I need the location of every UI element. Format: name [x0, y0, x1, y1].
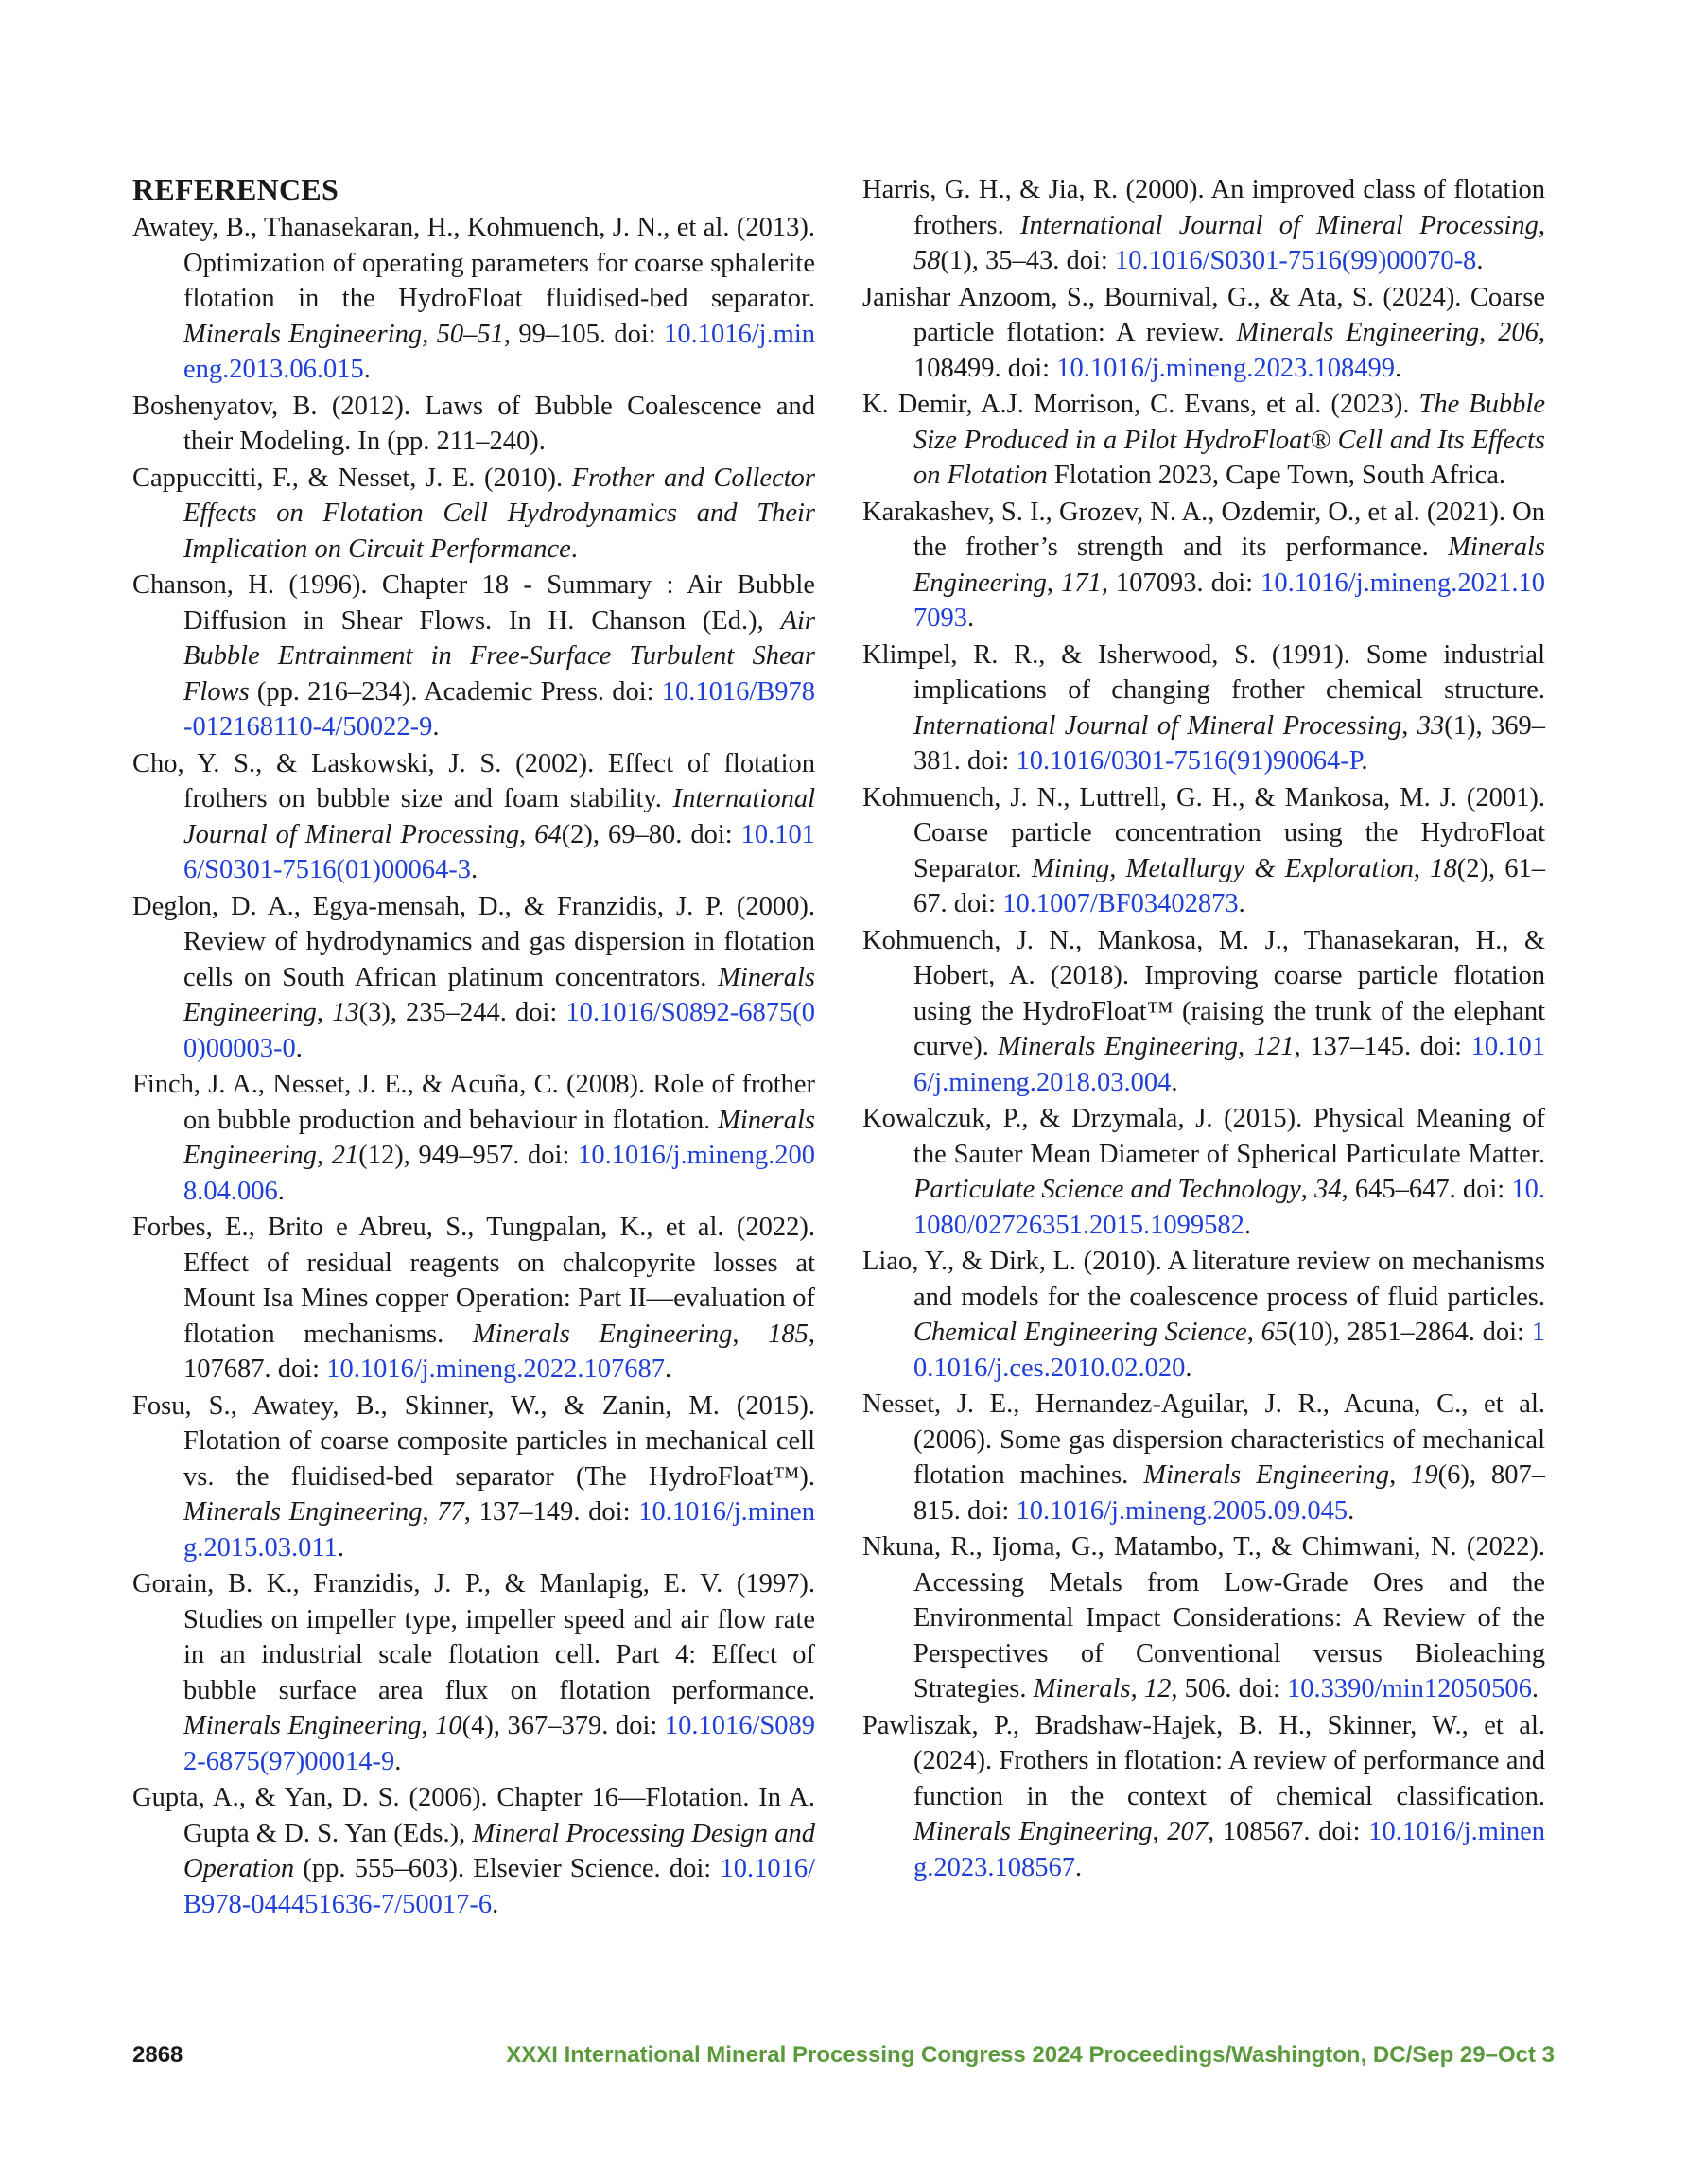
doi-link[interactable]: 10.1016/S0301-7516(01)00064-3 — [183, 819, 815, 884]
reference-text: . — [1348, 1495, 1355, 1526]
reference-text: . — [1238, 889, 1245, 918]
reference-text: , — [1389, 1460, 1412, 1490]
reference-text: , 137–149. doi: — [463, 1497, 639, 1527]
reference-source-title: Mineral Processing Design and Operation — [183, 1818, 815, 1883]
reference-text: , 108499. doi: — [913, 318, 1546, 383]
reference-source-title: Minerals Engineering — [183, 319, 423, 349]
reference-text: , — [1401, 710, 1417, 741]
doi-link[interactable]: 10.1016/j.mineng.2008.04.006 — [183, 1141, 816, 1206]
reference-text: (2), 69–80. doi: — [561, 819, 741, 849]
reference-text: (6), 807–815. doi: — [913, 1460, 1546, 1526]
reference-text: , — [421, 1711, 436, 1740]
reference-text: . — [1476, 246, 1484, 275]
reference-text: Kohmuench, J. N., Mankosa, M. J., Thanasekaran, H., & Hobert, A. (2018). Improving coarse particle flotation using the HydroFloat™ (raising the trunk of the elephant curve). — [862, 925, 1545, 1061]
reference-text: K. Demir, A.J. Morrison, C. Evans, et al. (2023). — [862, 390, 1419, 419]
reference-text: . — [394, 1746, 402, 1776]
reference-text: , — [316, 1141, 332, 1170]
reference-entry — [132, 1210, 815, 1388]
reference-source-title: Chemical Engineering Science — [913, 1318, 1247, 1347]
conference-name: XXXI International Mineral Processing Congress 2024 Proceedings/Washington, DC/Sep 29–Oct 3 — [506, 2042, 1555, 2068]
reference-text: Nesset, J. E., Hernandez-Aguilar, J. R., Acuna, C., et al. (2006). Some gas dispersion characteristics of mechanical flotation machines. — [862, 1389, 1545, 1490]
references-heading: REFERENCES — [132, 172, 339, 206]
reference-text: . — [1531, 1674, 1539, 1704]
reference-text: Fosu, S., Awatey, B., Skinner, W., & Zanin, M. (2015). Flotation of coarse composite particles in mechanical cell vs. the fluidised-bed separator (The HydroFloat™). — [132, 1390, 815, 1492]
reference-text: , — [1046, 568, 1062, 598]
reference-text: Klimpel, R. R., & Isherwood, S. (1991). Some industrial implications of changing frother chemical structure. — [862, 639, 1545, 705]
reference-entry — [862, 780, 1545, 922]
reference-source-title: Minerals Engineering — [472, 1319, 733, 1349]
doi-link[interactable]: 10.1016/B978-012168110-4/50022-9 — [183, 676, 815, 742]
reference-text: , — [1237, 1032, 1254, 1061]
reference-volume: 12 — [1143, 1674, 1172, 1704]
doi-link[interactable]: 10.1016/j.mineng.2015.03.011 — [183, 1497, 816, 1563]
reference-text: , 645–647. doi: — [1341, 1175, 1512, 1204]
reference-text: Deglon, D. A., Egya-mensah, D., & Franzidis, J. P. (2000). Review of hydrodynamics and gas dispersion in flotation cells on South African platinum concentrators. — [132, 891, 815, 992]
reference-volume: 207 — [1167, 1817, 1209, 1846]
doi-link[interactable]: 10.1080/02726351.2015.1099582 — [913, 1175, 1545, 1240]
reference-text: (pp. 555–603). Elsevier Science. doi: — [294, 1854, 721, 1883]
reference-entry — [862, 1708, 1545, 1886]
reference-text: , 137–145. doi: — [1294, 1032, 1471, 1061]
right-reference-list — [862, 172, 1545, 1885]
reference-text: . — [363, 355, 371, 384]
reference-entry — [132, 210, 815, 388]
reference-text: Forbes, E., Brito e Abreu, S., Tungpalan, K., et al. (2022). Effect of residual reagents on chalcopyrite losses at Mount Isa Mines copper Operation: Part II—evaluation of flotation mechanisms. — [132, 1213, 815, 1349]
reference-text: . — [1075, 1852, 1083, 1882]
reference-volume: 64 — [534, 819, 562, 849]
doi-link[interactable]: 10.1007/BF03402873 — [1002, 889, 1239, 918]
reference-volume: 19 — [1411, 1460, 1438, 1490]
reference-source-title: International Journal of Mineral Processing — [1020, 210, 1539, 240]
reference-volume: 77 — [437, 1497, 464, 1527]
doi-link[interactable]: 10.1016/j.mineng.2018.03.004 — [913, 1032, 1546, 1097]
reference-source-title: Minerals Engineering — [183, 962, 815, 1027]
reference-text: Kowalczuk, P., & Drzymala, J. (2015). Physical Meaning of the Sauter Mean Diameter of Spherical Particulate Matter. — [862, 1104, 1545, 1169]
reference-volume: 18 — [1430, 853, 1457, 883]
reference-text: . — [1185, 1353, 1192, 1383]
reference-entry — [862, 1529, 1545, 1707]
reference-text: , 107687. doi: — [183, 1319, 815, 1384]
reference-entry — [862, 172, 1545, 279]
reference-text: Harris, G. H., & Jia, R. (2000). An improved class of flotation frothers. — [862, 175, 1545, 240]
reference-text: , — [1152, 1817, 1168, 1846]
reference-text: , — [1413, 853, 1431, 883]
reference-text: Finch, J. A., Nesset, J. E., & Acuña, C. (2008). Role of frother on bubble production and behaviour in flotation. — [132, 1070, 815, 1135]
reference-text: (pp. 216–234). Academic Press. doi: — [249, 676, 662, 707]
reference-volume: 13 — [332, 998, 359, 1027]
doi-link[interactable]: 10.1016/j.mineng.2023.108499 — [1056, 353, 1396, 383]
reference-source-title: Particulate Science and Technology — [913, 1175, 1301, 1204]
reference-text: , 108567. doi: — [1208, 1817, 1369, 1846]
reference-entry — [132, 1566, 815, 1779]
right-column — [862, 172, 1545, 1886]
reference-text: . — [1395, 353, 1402, 383]
reference-volume: 65 — [1261, 1318, 1289, 1347]
reference-text: Karakashev, S. I., Grozev, N. A., Ozdemir, O., et al. (2021). On the frother’s strength and its performance. — [862, 497, 1545, 562]
reference-text: , — [519, 819, 535, 849]
reference-text: Pawliszak, P., Bradshaw-Hajek, B. H., Skinner, W., et al. (2024). Frothers in flotation: A review of performance and function in the context of chemical classification. — [862, 1710, 1545, 1811]
doi-link[interactable]: 10.1016/0301-7516(91)90064-P — [1016, 746, 1362, 776]
reference-text: (1), 35–43. doi: — [940, 246, 1115, 275]
reference-text: (1), 369–381. doi: — [913, 710, 1545, 776]
reference-volume: 21 — [331, 1141, 359, 1170]
reference-text: . — [277, 1176, 285, 1206]
reference-text: Flotation 2023, Cape Town, South Africa. — [1047, 461, 1506, 490]
reference-entry — [132, 1067, 815, 1209]
reference-entry — [132, 389, 815, 460]
left-column — [132, 170, 815, 1923]
left-reference-list — [132, 210, 815, 1922]
reference-entry — [132, 568, 815, 745]
reference-source-title: Minerals — [1033, 1674, 1131, 1704]
reference-text: . — [1361, 746, 1368, 776]
doi-link[interactable]: 10.1016/S0892-6875(97)00014-9 — [183, 1711, 816, 1776]
reference-source-title: Minerals Engineering — [183, 1497, 423, 1527]
reference-text: . — [570, 533, 578, 564]
reference-entry — [132, 1780, 815, 1922]
reference-text: , — [422, 1497, 438, 1527]
reference-text: , — [1130, 1674, 1144, 1704]
doi-link[interactable]: 10.1016/S0301-7516(99)00070-8 — [1114, 246, 1477, 275]
reference-text: . — [295, 1033, 303, 1063]
doi-link[interactable]: 10.1016/B978-044451636-7/50017-6 — [183, 1854, 815, 1919]
doi-link[interactable]: 10.1016/j.mineng.2005.09.045 — [1016, 1495, 1348, 1526]
reference-source-title: Mining, Metallurgy & Exploration — [1031, 853, 1414, 883]
reference-volume: 121 — [1253, 1032, 1295, 1061]
reference-text: . — [470, 855, 478, 884]
reference-entry — [862, 1244, 1545, 1386]
reference-text: (12), 949–957. doi: — [358, 1141, 579, 1170]
reference-text: (10), 2851–2864. doi: — [1288, 1318, 1532, 1347]
doi-link[interactable]: 10.1016/j.mineng.2013.06.015 — [183, 319, 815, 384]
reference-text: . — [1171, 1067, 1178, 1097]
reference-text: Boshenyatov, B. (2012). Laws of Bubble Coalescence and their Modeling. In (pp. 211–240). — [132, 391, 815, 456]
reference-entry — [132, 746, 815, 888]
reference-entry — [862, 1387, 1545, 1529]
doi-link[interactable]: 10.1016/j.mineng.2023.108567 — [913, 1817, 1546, 1882]
reference-text: , 506. doi: — [1171, 1674, 1288, 1704]
reference-volume: 171 — [1061, 568, 1102, 598]
reference-text: . — [492, 1889, 499, 1919]
reference-source-title: Minerals Engineering — [183, 1105, 815, 1170]
page-number: 2868 — [132, 2042, 183, 2068]
reference-entry — [132, 889, 815, 1067]
reference-text: , 99–105. doi: — [503, 319, 665, 349]
reference-text: Chanson, H. (1996). Chapter 18 - Summary : Air Bubble Diffusion in Shear Flows. In H. Chanson (Ed.), — [132, 570, 815, 636]
doi-link[interactable]: 10.1016/S0892-6875(00)00003-0 — [183, 998, 815, 1063]
reference-text: , — [1538, 210, 1545, 240]
reference-text: . — [665, 1354, 672, 1384]
reference-text: Liao, Y., & Dirk, L. (2010). A literature review on mechanisms and models for the coalescence process of fluid particles. — [862, 1247, 1545, 1312]
reference-source-title: The Bubble Size Produced in a Pilot HydroFloat® Cell and Its Effects on Flotation — [913, 390, 1545, 490]
reference-text: . — [432, 712, 440, 742]
reference-text: Gorain, B. K., Franzidis, J. P., & Manlapig, E. V. (1997). Studies on impeller type, impeller speed and air flow rate in an industrial scale flotation cell. Part 4: Effect of bubble surface area flux on flotation performance. — [132, 1569, 815, 1705]
reference-text: , — [1300, 1175, 1315, 1204]
doi-link[interactable]: 10.1016/j.ces.2010.02.020 — [913, 1318, 1545, 1383]
reference-text: , 107093. doi: — [1101, 568, 1261, 598]
reference-volume: 206 — [1498, 318, 1539, 347]
reference-source-title: Minerals Engineering — [1236, 318, 1480, 347]
reference-source-title: Minerals Engineering — [1143, 1460, 1390, 1490]
reference-text: , — [1246, 1318, 1261, 1347]
reference-entry — [862, 387, 1545, 494]
reference-source-title: Minerals Engineering — [183, 1711, 422, 1740]
doi-link[interactable]: 10.1016/j.mineng.2021.107093 — [913, 568, 1545, 633]
reference-text: . — [337, 1532, 344, 1563]
doi-link[interactable]: 10.3390/min12050506 — [1287, 1674, 1532, 1704]
reference-text: , — [316, 998, 333, 1027]
reference-text: Kohmuench, J. N., Luttrell, G. H., & Mankosa, M. J. (2001). Coarse particle concentration using the HydroFloat Separator. — [862, 782, 1545, 883]
reference-entry — [862, 638, 1545, 779]
reference-text: Cappuccitti, F., & Nesset, J. E. (2010). — [132, 463, 572, 493]
reference-text: . — [967, 603, 975, 633]
reference-entry — [132, 461, 815, 568]
reference-volume: 50–51 — [436, 319, 504, 349]
reference-text: Janishar Anzoom, S., Bournival, G., & Ata, S. (2024). Coarse particle flotation: A review. — [862, 282, 1545, 347]
reference-text: , — [732, 1319, 769, 1349]
reference-text: Cho, Y. S., & Laskowski, J. S. (2002). Effect of flotation frothers on bubble size and foam stability. — [132, 748, 815, 813]
reference-volume: 33 — [1417, 710, 1445, 741]
reference-source-title: Frother and Collector Effects on Flotation Cell Hydrodynamics and Their Implication on Circuit Performance — [183, 463, 815, 564]
reference-text: (2), 61–67. doi: — [913, 853, 1546, 918]
reference-text: . — [1244, 1210, 1252, 1240]
reference-entry — [862, 1101, 1545, 1243]
reference-volume: 185 — [768, 1319, 809, 1349]
reference-text: Awatey, B., Thanasekaran, H., Kohmuench, J. N., et al. (2013). Optimization of operating parameters for coarse sphalerite flotation in the HydroFloat fluidised-bed separator. — [132, 213, 815, 313]
reference-entry — [862, 923, 1545, 1101]
reference-text: , — [1479, 318, 1499, 347]
reference-source-title: Minerals Engineering — [998, 1032, 1238, 1061]
reference-text: (4), 367–379. doi: — [461, 1711, 665, 1740]
reference-source-title: International Journal of Mineral Processing — [913, 710, 1402, 741]
reference-text: Gupta, A., & Yan, D. S. (2006). Chapter 16—Flotation. In A. Gupta & D. S. Yan (Eds.), — [132, 1783, 815, 1848]
reference-source-title: Air Bubble Entrainment in Free-Surface Turbulent Shear Flows — [183, 605, 815, 707]
reference-source-title: Minerals Engineering — [913, 533, 1545, 598]
reference-entry — [132, 1389, 815, 1566]
reference-entry — [862, 495, 1545, 637]
reference-source-title: Minerals Engineering — [913, 1817, 1153, 1846]
reference-volume: 34 — [1314, 1175, 1342, 1204]
reference-text: Nkuna, R., Ijoma, G., Matambo, T., & Chimwani, N. (2022). Accessing Metals from Low-Grade Ores and the Environmental Impact Considerations: A Review of the Perspectives of Conventional versus Bioleaching Strategies. — [862, 1532, 1545, 1704]
reference-volume: 10 — [435, 1711, 462, 1740]
doi-link[interactable]: 10.1016/j.mineng.2022.107687 — [326, 1354, 666, 1384]
reference-text: , — [422, 319, 437, 349]
reference-text: (3), 235–244. doi: — [358, 998, 566, 1027]
reference-source-title: International Journal of Mineral Processing — [183, 784, 815, 849]
reference-entry — [862, 280, 1545, 387]
reference-volume: 58 — [913, 246, 941, 275]
